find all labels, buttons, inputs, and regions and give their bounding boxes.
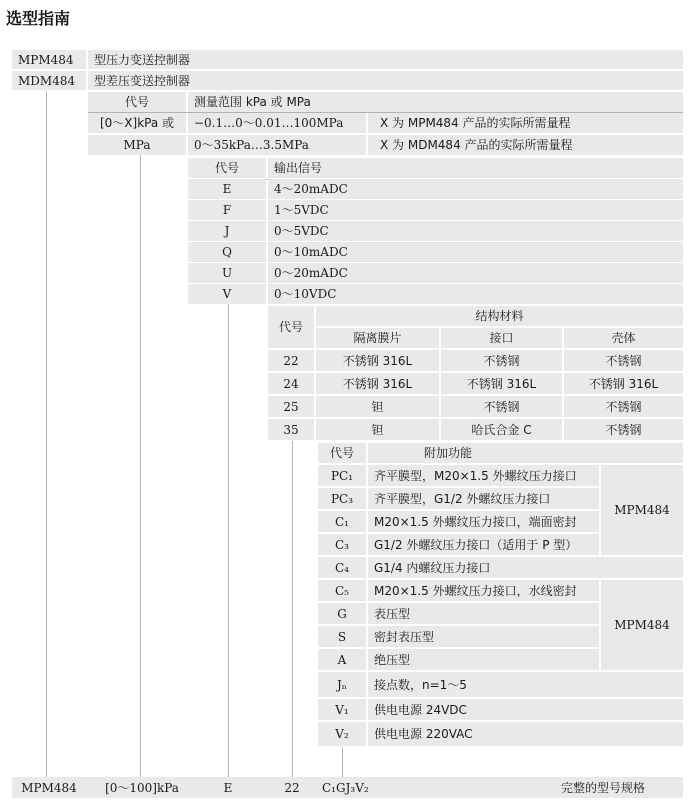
extra-header-code: 代号 [318,443,366,463]
material-shell: 不锈钢 [564,419,683,440]
extra-code: Jₙ [318,672,366,697]
connector-line [228,301,229,777]
extra-code: C₃ [318,534,366,555]
range-mpm-note: X 为 MPM484 产品的实际所需量程 [368,113,683,133]
range-mdm-value: 0～35kPa…3.5MPa [188,135,366,155]
page-title: 选型指南 [6,9,71,28]
connector-line [46,91,47,777]
extra-code: C₄ [318,557,366,578]
extra-group-label: MPM484 [601,580,683,670]
extra-func: 表压型 [368,603,599,624]
extra-func: 齐平膜型，G1/2 外螺纹压力接口 [368,488,599,509]
connector-line [292,441,293,777]
output-code: U [188,263,266,283]
extra-group-label: MPM484 [601,465,683,555]
extra-func: M20×1.5 外螺纹压力接口，水线密封 [368,580,599,601]
extra-func: 绝压型 [368,649,599,670]
model-code-mdm484: MDM484 [12,71,86,90]
example-label: 完整的型号规格 [548,777,658,798]
material-diaphragm: 不锈钢 316L [316,350,439,371]
range-header-code: 代号 [88,92,186,112]
extra-func: 供电电源 24VDC [368,699,683,720]
example-model: MPM484 [12,777,86,798]
material-port: 哈氏合金 C [441,419,562,440]
output-signal: 0～20mADC [268,263,683,283]
output-code: F [188,200,266,220]
material-port: 不锈钢 [441,350,562,371]
material-header-code: 代号 [268,306,314,348]
extra-code: PC₃ [318,488,366,509]
extra-code: G [318,603,366,624]
material-code: 22 [268,350,314,371]
material-header-shell: 壳体 [564,328,683,348]
extra-code: S [318,626,366,647]
extra-func: G1/2 外螺纹压力接口（适用于 P 型） [368,534,599,555]
output-code: E [188,179,266,199]
material-port: 不锈钢 316L [441,373,562,394]
range-header-desc: 测量范围 kPa 或 MPa [188,92,683,112]
output-signal: 0～10VDC [268,284,683,304]
extra-code: C₅ [318,580,366,601]
output-signal: 1～5VDC [268,200,683,220]
extra-func: 齐平膜型，M20×1.5 外螺纹压力接口 [368,465,599,486]
model-code-mpm484: MPM484 [12,50,86,69]
material-code: 24 [268,373,314,394]
output-code: Q [188,242,266,262]
material-header-port: 接口 [441,328,562,348]
material-header-diaphragm: 隔离膜片 [316,328,439,348]
extra-code: V₂ [318,722,366,746]
material-diaphragm: 钽 [316,396,439,417]
example-output: E [208,777,248,798]
extra-code: C₁ [318,511,366,532]
extra-func: 接点数，n=1～5 [368,672,683,697]
example-material: 22 [272,777,312,798]
range-code-line1: [0～X]kPa 或 [88,113,186,133]
output-code: J [188,221,266,241]
material-header-title: 结构材料 [316,306,683,326]
output-header-code: 代号 [188,158,266,178]
output-signal: 0～5VDC [268,221,683,241]
range-mdm-note: X 为 MDM484 产品的实际所需量程 [368,135,683,155]
extra-func: 供电电源 220VAC [368,722,683,746]
extra-code: PC₁ [318,465,366,486]
model-desc-diff-pressure: 型差压变送控制器 [88,71,683,90]
extra-header-func: 附加功能 [368,443,683,463]
material-code: 35 [268,419,314,440]
material-code: 25 [268,396,314,417]
extra-code: A [318,649,366,670]
output-signal: 0～10mADC [268,242,683,262]
material-shell: 不锈钢 [564,350,683,371]
extra-code: V₁ [318,699,366,720]
material-diaphragm: 不锈钢 316L [316,373,439,394]
output-signal: 4～20mADC [268,179,683,199]
extra-func: G1/4 内螺纹压力接口 [368,557,683,578]
material-shell: 不锈钢 [564,396,683,417]
extra-func: 密封表压型 [368,626,599,647]
extra-func: M20×1.5 外螺纹压力接口，端面密封 [368,511,599,532]
material-diaphragm: 钽 [316,419,439,440]
connector-line [140,154,141,777]
output-header-signal: 输出信号 [268,158,683,178]
connector-line [342,747,343,777]
material-port: 不锈钢 [441,396,562,417]
example-range: [0～100]kPa [98,777,186,798]
material-shell: 不锈钢 316L [564,373,683,394]
range-mpm-value: −0.1…0～0.01…100MPa [188,113,366,133]
output-code: V [188,284,266,304]
example-extra: C₁GJ₃V₂ [318,777,418,798]
model-desc-pressure: 型压力变送控制器 [88,50,683,69]
range-code-line2: MPa [88,135,186,155]
